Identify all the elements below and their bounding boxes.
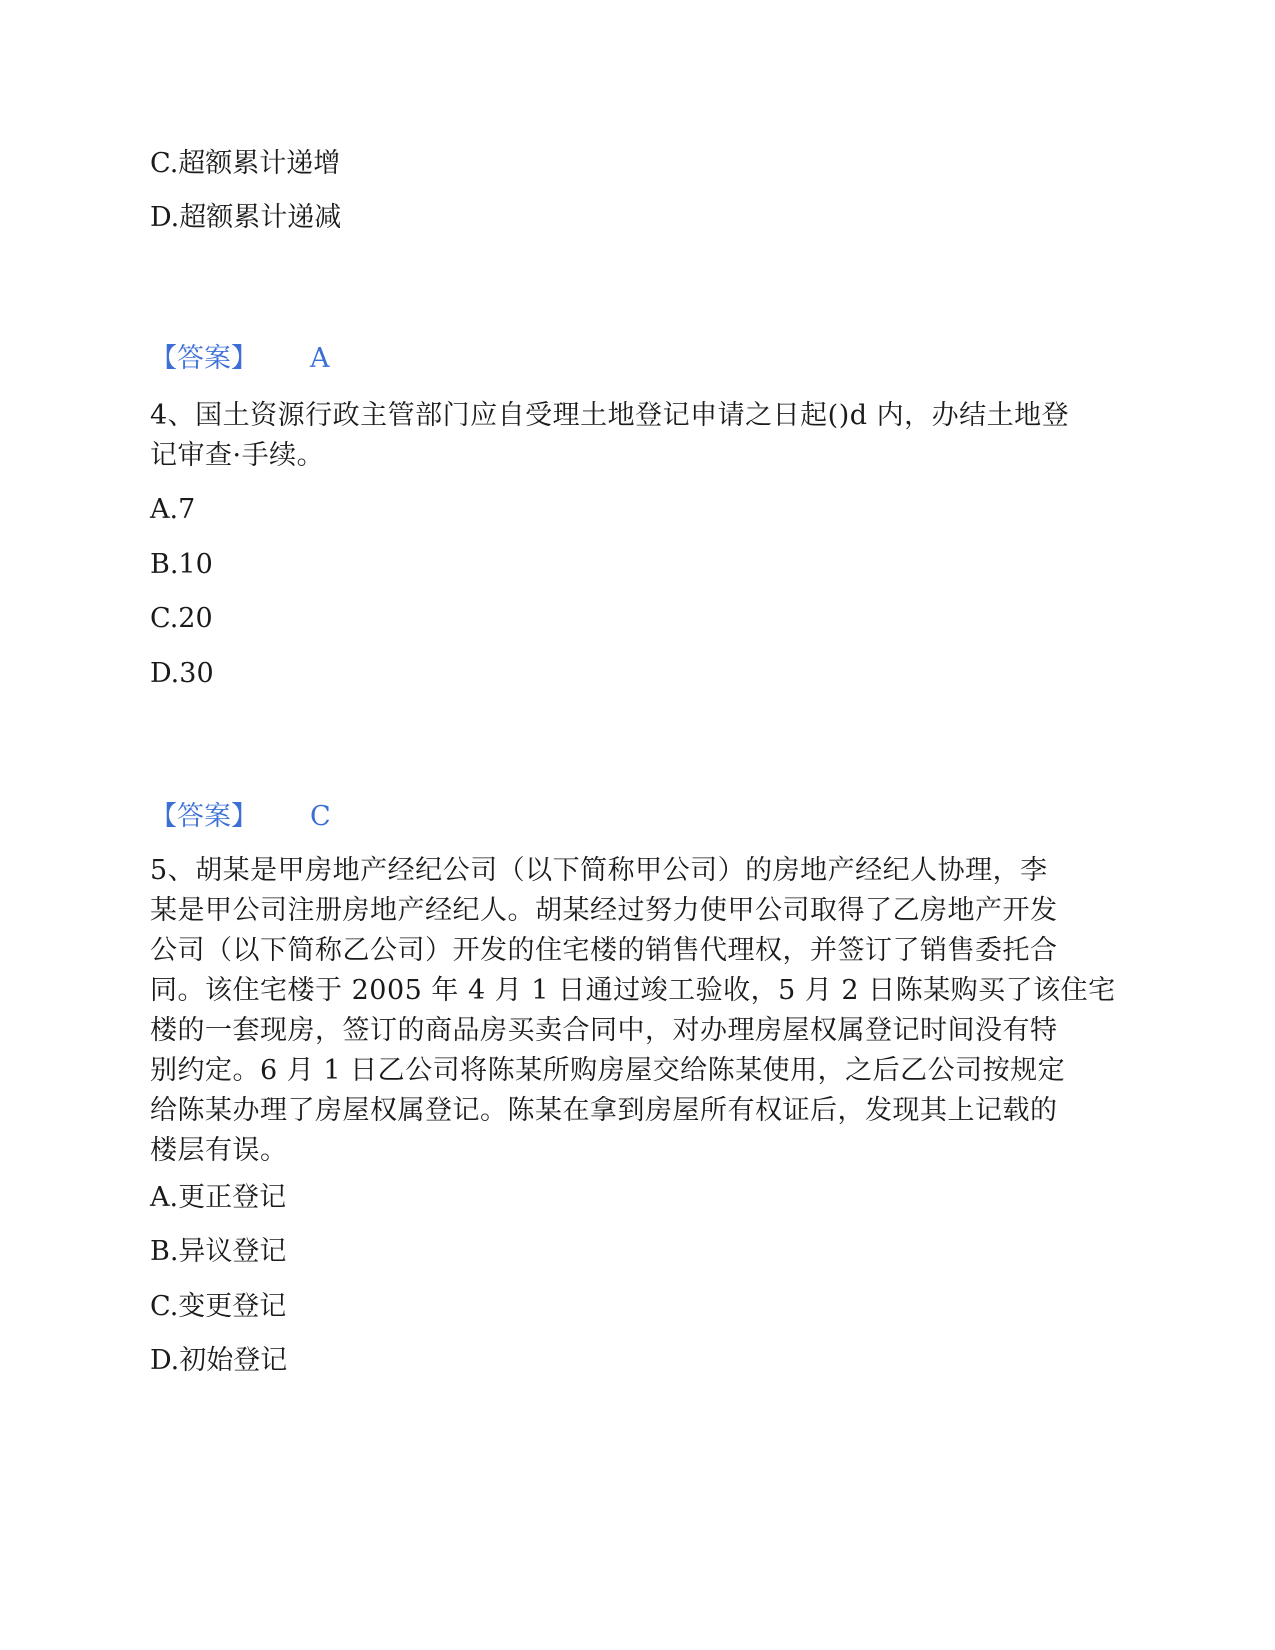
stem-line: 4、国土资源行政主管部门应自受理土地登记申请之日起()d 内，办结土地登 bbox=[150, 400, 1070, 431]
q5-option-a: A.更正登记 bbox=[150, 1182, 287, 1213]
q5-option-c: C.变更登记 bbox=[150, 1291, 287, 1322]
q4-option-d: D.30 bbox=[150, 658, 214, 689]
answer-label: 【答案】 bbox=[150, 343, 258, 374]
q4-option-c: C.20 bbox=[150, 603, 213, 634]
q3-option-d: D.超额累计递减 bbox=[150, 202, 342, 233]
q5-option-d: D.初始登记 bbox=[150, 1345, 288, 1376]
stem-line: 某是甲公司注册房地产经纪人。胡某经过努力使甲公司取得了乙房地产开发 bbox=[150, 895, 1058, 926]
stem-line: 记审查·手续。 bbox=[150, 440, 325, 471]
stem-line: 别约定。6 月 1 日乙公司将陈某所购房屋交给陈某使用，之后乙公司按规定 bbox=[150, 1055, 1066, 1086]
stem-line: 给陈某办理了房屋权属登记。陈某在拿到房屋所有权证后，发现其上记载的 bbox=[150, 1095, 1058, 1126]
stem-line: 楼层有误。 bbox=[150, 1135, 288, 1166]
q4-stem bbox=[150, 396, 1130, 476]
q4-option-b: B.10 bbox=[150, 549, 213, 580]
q5-option-b: B.异议登记 bbox=[150, 1236, 287, 1267]
stem-line: 楼的一套现房，签订的商品房买卖合同中，对办理房屋权属登记时间没有特 bbox=[150, 1015, 1058, 1046]
stem-line: 5、胡某是甲房地产经纪公司（以下简称甲公司）的房地产经纪人协理，李 bbox=[150, 855, 1048, 886]
q4-answer bbox=[150, 797, 331, 837]
answer-label: 【答案】 bbox=[150, 801, 258, 832]
q5-stem bbox=[150, 851, 1130, 1171]
answer-value: C bbox=[310, 801, 331, 832]
stem-line: 公司（以下简称乙公司）开发的住宅楼的销售代理权，并签订了销售委托合 bbox=[150, 935, 1058, 966]
answer-value: A bbox=[310, 343, 330, 374]
stem-line: 同。该住宅楼于 2005 年 4 月 1 日通过竣工验收，5 月 2 日陈某购买了该住宅 bbox=[150, 975, 1116, 1006]
q3-answer bbox=[150, 339, 330, 379]
q4-option-a: A.7 bbox=[150, 494, 196, 525]
q3-option-c: C.超额累计递增 bbox=[150, 148, 341, 179]
